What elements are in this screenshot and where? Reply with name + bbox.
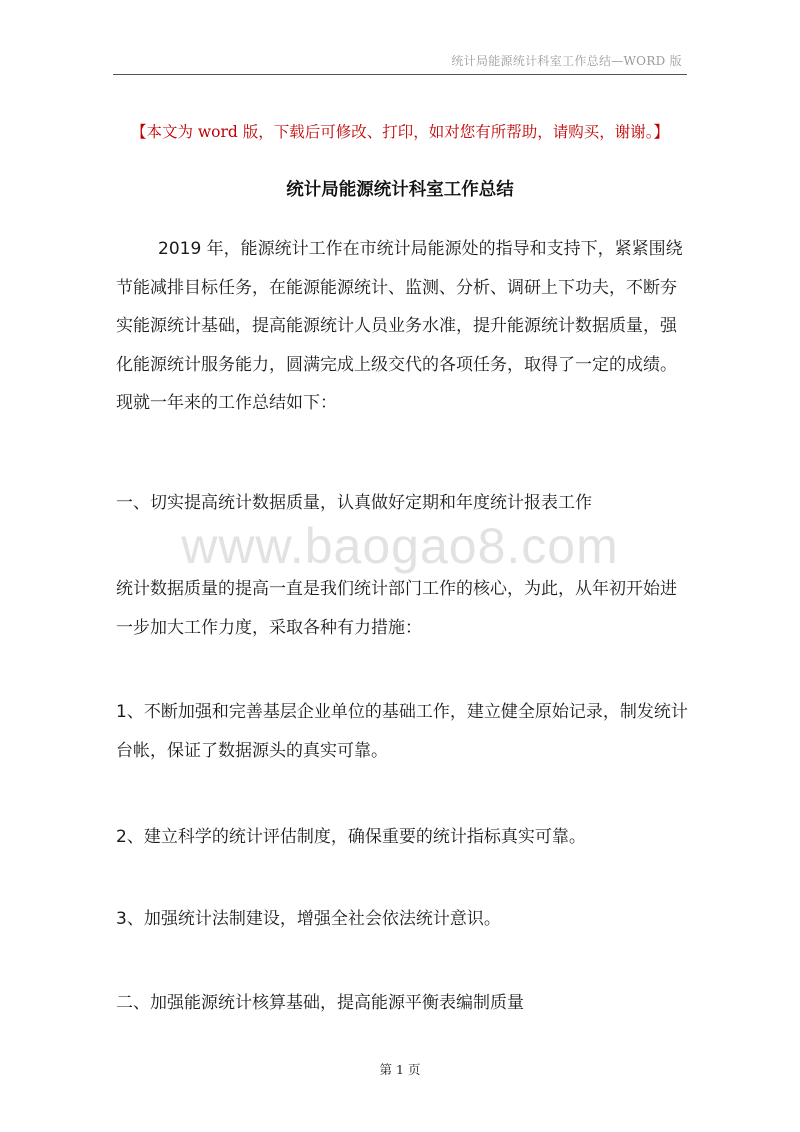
intro-paragraph: 2019 年，能源统计工作在市统计局能源处的指导和支持下，紧紧围绕节能减排目标任务，在能源能源统计、监测、分析、调研上下功夫，不断夯实能源统计基础，提高能源统计人员业务水准，提升能源统计数据质量，强化能源统计服务能力，圆满完成上级交代的各项任务，取得了一定的成绩。现就一年来的工作总结如下： bbox=[116, 239, 683, 413]
list-item-2: 2、建立科学的统计评估制度，确保重要的统计指标真实可靠。 bbox=[116, 827, 586, 847]
watermark-text: www.baogao8.com bbox=[181, 518, 619, 574]
list-item-1: 1、不断加强和完善基层企业单位的基础工作，建立健全原始记录，制发统计台帐，保证了数据源头的真实可靠。 bbox=[116, 702, 688, 761]
header-divider bbox=[113, 74, 687, 75]
page-header-title: 统计局能源统计科室工作总结—WORD 版 bbox=[451, 54, 682, 68]
document-title: 统计局能源统计科室工作总结 bbox=[286, 180, 514, 200]
list-item-3: 3、加强统计法制建设，增强全社会依法统计意识。 bbox=[116, 909, 501, 929]
section-1-paragraph: 统计数据质量的提高一直是我们统计部门工作的核心，为此，从年初开始进一步加大工作力度，采取各种有力措施： bbox=[116, 579, 677, 638]
page-number: 第 1 页 bbox=[379, 1062, 421, 1077]
purchase-notice: 【本文为 word 版，下载后可修改、打印，如对您有所帮助，请购买，谢谢。】 bbox=[130, 123, 670, 141]
section-heading-2: 二、加强能源统计核算基础，提高能源平衡表编制质量 bbox=[116, 993, 524, 1013]
section-heading-1: 一、切实提高统计数据质量，认真做好定期和年度统计报表工作 bbox=[116, 493, 592, 513]
